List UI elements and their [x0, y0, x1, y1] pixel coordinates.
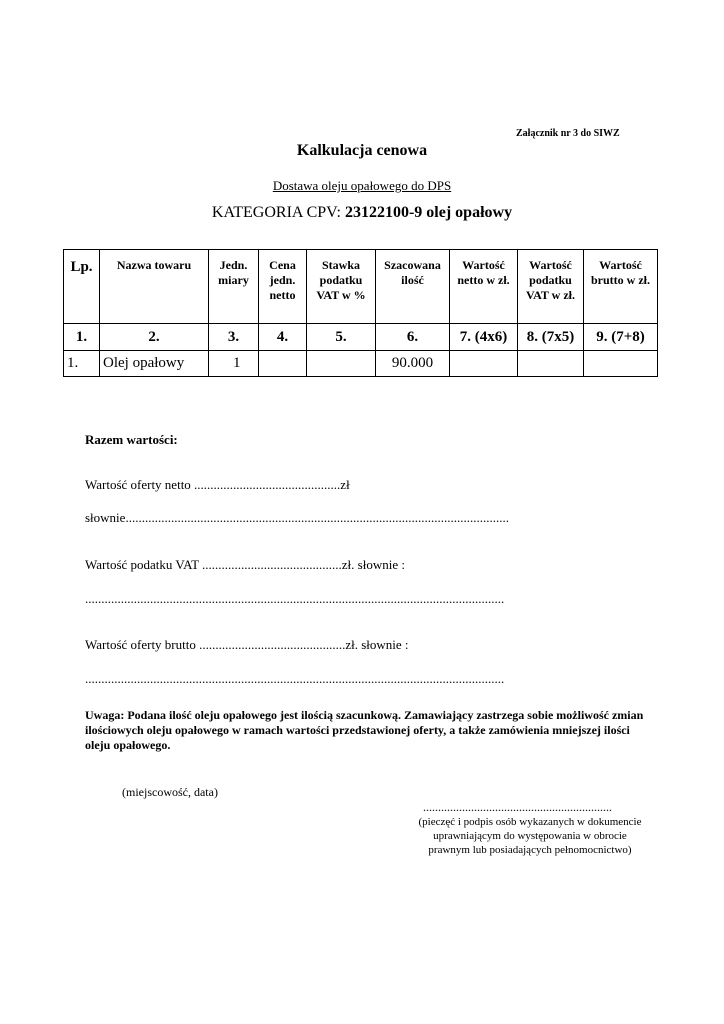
column-number-cell: 5. [307, 324, 376, 351]
vat-value-words-line: ................................................................................................................................. [85, 591, 505, 606]
net-value-cell [450, 351, 518, 377]
signature-line: ............................................................... [423, 800, 612, 814]
vat-value-cell [518, 351, 584, 377]
row-number-cell: 1. [64, 351, 100, 377]
price-calculation-table [63, 249, 658, 377]
cpv-category-code: 23122100-9 olej opałowy [344, 204, 513, 221]
header-cell: Wartość netto w zł. [450, 250, 518, 324]
header-cell: Lp. [64, 250, 100, 324]
header-cell: Wartość brutto w zł. [584, 250, 658, 324]
gross-value-cell [584, 351, 658, 377]
header-cell: Wartość podatku VAT w zł. [518, 250, 584, 324]
quantity-note: Uwaga: Podana ilość oleju opałowego jest ilością szacunkową. Zamawiający zastrzega sobie możliwość zmian ilościowych oleju opałowego w ramach wartości przedstawionej oferty, a także zamówienia mniejszej ilości oleju opałowego. [85, 708, 644, 752]
net-value-line: Wartość oferty netto .............................................zł [85, 477, 350, 492]
column-number-cell: 2. [100, 324, 209, 351]
header-cell: Jedn. miary [209, 250, 259, 324]
cpv-category-prefix: KATEGORIA CPV: [211, 204, 341, 221]
quantity-cell: 90.000 [376, 351, 450, 377]
table-column-number-row [64, 324, 658, 351]
gross-value-line: Wartość oferty brutto .............................................zł. słownie : [85, 637, 409, 652]
document-subtitle: Dostawa oleju opałowego do DPS [272, 178, 452, 193]
vat-rate-cell [307, 351, 376, 377]
column-number-cell: 8. (7x5) [518, 324, 584, 351]
column-number-cell: 7. (4x6) [450, 324, 518, 351]
net-value-words-line: słownie...................................................................................................................... [85, 510, 509, 525]
unit-cell: 1 [209, 351, 259, 377]
header-cell: Stawka podatku VAT w % [307, 250, 376, 324]
document-title: Kalkulacja cenowa [296, 142, 428, 159]
table-row [64, 351, 658, 377]
summary-heading: Razem wartości: [85, 432, 178, 447]
signature-note: (pieczęć i podpis osób wykazanych w dokumencie uprawniającym do występowania w obrocie prawnym lub posiadających pełnomocnictwo) [418, 816, 642, 856]
column-number-cell: 4. [259, 324, 307, 351]
vat-value-line: Wartość podatku VAT ...........................................zł. słownie : [85, 557, 405, 572]
attachment-label: Załącznik nr 3 do SIWZ [516, 128, 620, 139]
place-date-label: (miejscowość, data) [122, 785, 218, 799]
header-cell: Szacowana ilość [376, 250, 450, 324]
header-cell: Nazwa towaru [100, 250, 209, 324]
gross-value-words-line: ................................................................................................................................. [85, 671, 505, 686]
product-name-cell: Olej opałowy [100, 351, 209, 377]
unit-price-cell [259, 351, 307, 377]
column-number-cell: 9. (7+8) [584, 324, 658, 351]
column-number-cell: 6. [376, 324, 450, 351]
header-cell: Cena jedn. netto [259, 250, 307, 324]
cpv-category [0, 204, 724, 222]
table-header-row [64, 250, 658, 324]
column-number-cell: 3. [209, 324, 259, 351]
column-number-cell: 1. [64, 324, 100, 351]
